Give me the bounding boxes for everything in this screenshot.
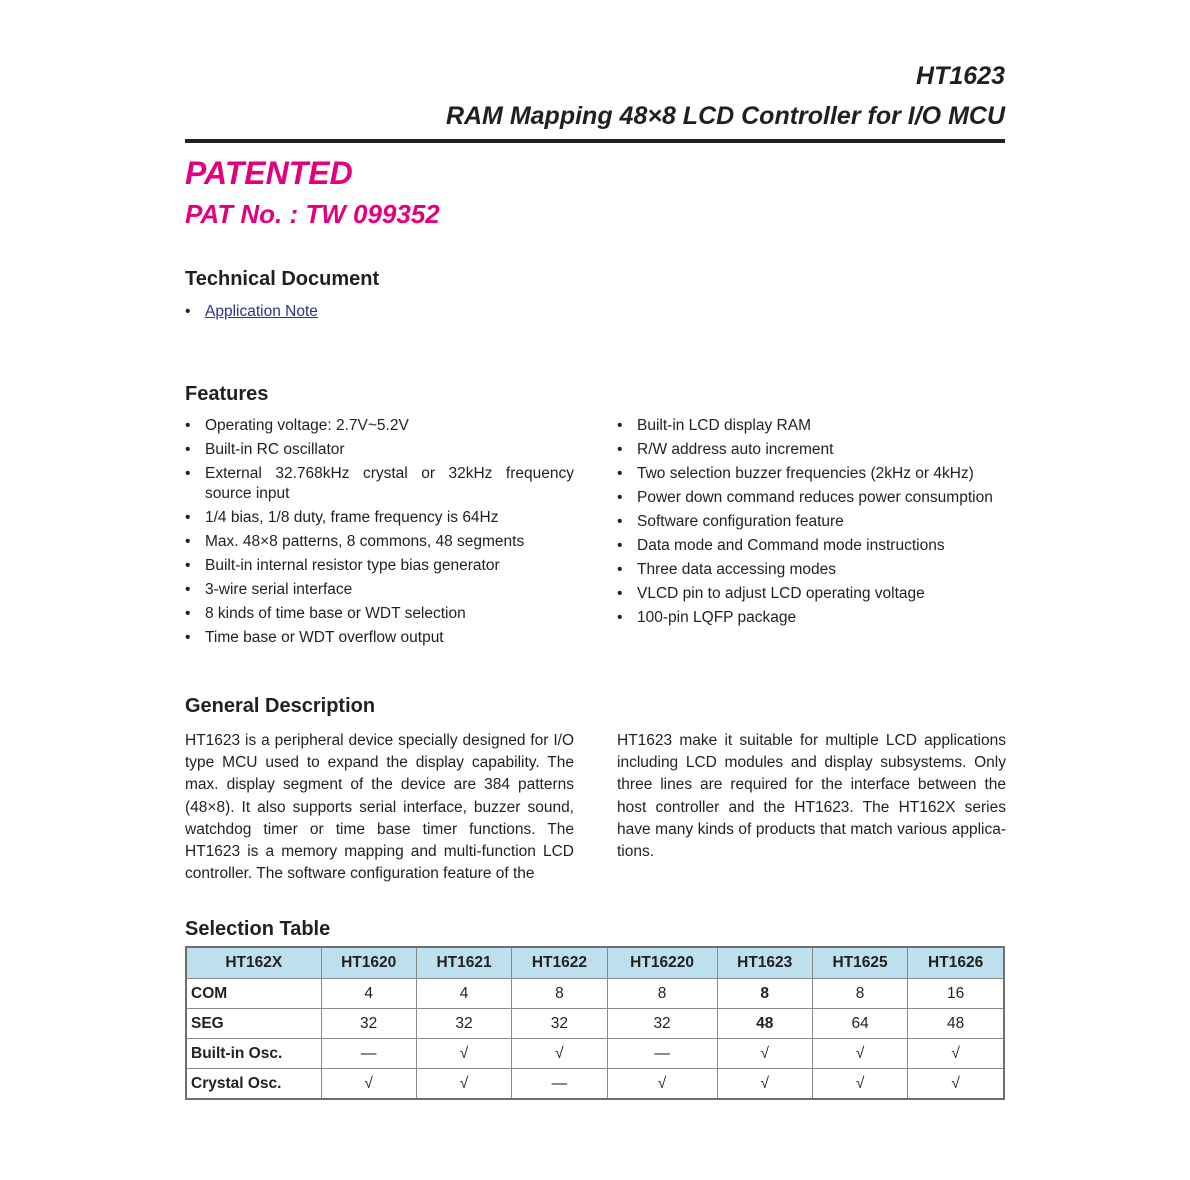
table-cell: 64 — [812, 1009, 907, 1039]
list-item — [185, 508, 574, 528]
table-cell: √ — [908, 1069, 1004, 1100]
column-header: HT1625 — [812, 947, 907, 979]
table-cell: √ — [717, 1069, 812, 1100]
list-item — [617, 440, 1012, 460]
bullet-icon: • — [185, 533, 191, 550]
part-number: HT1623 — [916, 62, 1005, 90]
table-cell: √ — [717, 1039, 812, 1069]
feature-text: Operating voltage: 2.7V~5.2V — [205, 417, 409, 434]
feature-text: Built-in internal resistor type bias generator — [205, 557, 500, 574]
table-cell: √ — [321, 1069, 416, 1100]
feature-text: 8 kinds of time base or WDT selection — [205, 605, 466, 622]
bullet-icon: • — [617, 513, 623, 530]
list-item — [617, 560, 1012, 580]
technical-document-list — [185, 302, 585, 326]
list-item — [617, 584, 1012, 604]
feature-text: Two selection buzzer frequencies (2kHz or 4kHz) — [637, 465, 974, 482]
general-description-heading: General Description — [185, 695, 376, 717]
bullet-icon: • — [617, 537, 623, 554]
list-item — [185, 580, 574, 600]
feature-text: Time base or WDT overflow output — [205, 629, 444, 646]
table-cell: 8 — [607, 979, 717, 1009]
table-cell: √ — [416, 1039, 511, 1069]
table-cell: — — [321, 1039, 416, 1069]
table-cell: — — [512, 1069, 607, 1100]
application-note-link[interactable]: Application Note — [205, 303, 318, 320]
column-header: HT1626 — [908, 947, 1004, 979]
selection-table — [185, 946, 1005, 1100]
feature-text: 1/4 bias, 1/8 duty, frame frequency is 64Hz — [205, 509, 499, 526]
table-cell: — — [607, 1039, 717, 1069]
bullet-icon: • — [185, 605, 191, 622]
list-item — [617, 464, 1012, 484]
table-row — [186, 979, 1004, 1009]
list-item — [617, 512, 1012, 532]
bullet-icon: • — [617, 585, 623, 602]
column-header: HT1621 — [416, 947, 511, 979]
list-item — [617, 488, 1012, 508]
table-cell: 48 — [908, 1009, 1004, 1039]
table-cell: √ — [416, 1069, 511, 1100]
row-label: SEG — [186, 1009, 321, 1039]
bullet-icon: • — [617, 561, 623, 578]
list-item — [185, 532, 574, 552]
row-label: Crystal Osc. — [186, 1069, 321, 1100]
table-cell: 16 — [908, 979, 1004, 1009]
bullet-icon: • — [185, 303, 191, 320]
list-item — [185, 628, 574, 648]
list-item — [617, 608, 1012, 628]
list-item — [185, 604, 574, 624]
bullet-icon: • — [185, 441, 191, 458]
feature-text: 100-pin LQFP package — [637, 609, 797, 626]
feature-text: Three data accessing modes — [637, 561, 837, 578]
table-cell: 4 — [416, 979, 511, 1009]
features-heading: Features — [185, 383, 269, 405]
list-item — [185, 556, 574, 576]
bullet-icon: • — [185, 629, 191, 646]
table-cell: √ — [812, 1039, 907, 1069]
technical-document-heading: Technical Document — [185, 268, 380, 290]
list-item — [185, 416, 574, 436]
table-cell: √ — [512, 1039, 607, 1069]
feature-text: Data mode and Command mode instructions — [637, 537, 945, 554]
bullet-icon: • — [185, 557, 191, 574]
list-item — [617, 416, 1012, 436]
feature-text: R/W address auto increment — [637, 441, 834, 458]
bullet-icon: • — [185, 417, 191, 434]
list-item — [185, 440, 574, 460]
table-row — [186, 1039, 1004, 1069]
bullet-icon: • — [617, 441, 623, 458]
feature-text: 3-wire serial interface — [205, 581, 353, 598]
feature-text: Software configuration feature — [637, 513, 844, 530]
table-cell: 32 — [512, 1009, 607, 1039]
table-cell: √ — [607, 1069, 717, 1100]
column-header: HT1623 — [717, 947, 812, 979]
feature-text: VLCD pin to adjust LCD operating voltage — [637, 585, 925, 602]
bullet-icon: • — [617, 609, 623, 626]
table-cell: 32 — [416, 1009, 511, 1039]
feature-text: Built-in LCD display RAM — [637, 417, 811, 434]
table-cell: 4 — [321, 979, 416, 1009]
column-header: HT1622 — [512, 947, 607, 979]
bullet-icon: • — [185, 509, 191, 526]
table-row — [186, 1009, 1004, 1039]
selection-table-heading: Selection Table — [185, 918, 331, 940]
general-description-left: HT1623 is a peripheral device specially designed for I/O type MCU used to expand the display capability. The max. display segment of the device are 384 patterns (48×8). It also supports serial interface, buzzer sound, watchdog timer or time base timer functions. The HT1623 is a memory mapping and multi-function LCD controller. The software configuration feature of the — [185, 732, 574, 883]
header-divider — [185, 139, 1005, 143]
table-cell: 8 — [717, 979, 812, 1009]
list-item — [617, 536, 1012, 556]
table-cell: 32 — [321, 1009, 416, 1039]
table-row — [186, 1069, 1004, 1100]
patented-label: PATENTED — [185, 155, 353, 191]
row-label: Built-in Osc. — [186, 1039, 321, 1069]
list-item — [185, 302, 585, 322]
general-description-right: HT1623 make it suitable for multiple LCD applications including LCD modules and display subsystems. Only three lines are required for the interface between the host controller and the HT1623. The HT162X series have many kinds of products that match various applica-tions. — [617, 732, 1006, 861]
column-header: HT16220 — [607, 947, 717, 979]
features-list-right — [617, 416, 1012, 632]
feature-text: Max. 48×8 patterns, 8 commons, 48 segments — [205, 533, 525, 550]
bullet-icon: • — [185, 581, 191, 598]
feature-text: Built-in RC oscillator — [205, 441, 345, 458]
table-cell: 8 — [812, 979, 907, 1009]
table-cell: 48 — [717, 1009, 812, 1039]
table-cell: 32 — [607, 1009, 717, 1039]
table-cell: √ — [812, 1069, 907, 1100]
features-list-left — [185, 416, 574, 652]
table-cell: 8 — [512, 979, 607, 1009]
column-header: HT162X — [186, 947, 321, 979]
list-item — [185, 464, 574, 504]
table-cell: √ — [908, 1039, 1004, 1069]
bullet-icon: • — [185, 465, 191, 482]
feature-text: External 32.768kHz crystal or 32kHz frequency source input — [205, 465, 574, 502]
bullet-icon: • — [617, 489, 623, 506]
bullet-icon: • — [617, 417, 623, 434]
bullet-icon: • — [617, 465, 623, 482]
patent-number: PAT No. : TW 099352 — [185, 199, 440, 229]
feature-text: Power down command reduces power consumption — [637, 489, 993, 506]
table-header-row — [186, 947, 1004, 979]
row-label: COM — [186, 979, 321, 1009]
column-header: HT1620 — [321, 947, 416, 979]
document-subtitle: RAM Mapping 48×8 LCD Controller for I/O MCU — [445, 102, 1005, 130]
